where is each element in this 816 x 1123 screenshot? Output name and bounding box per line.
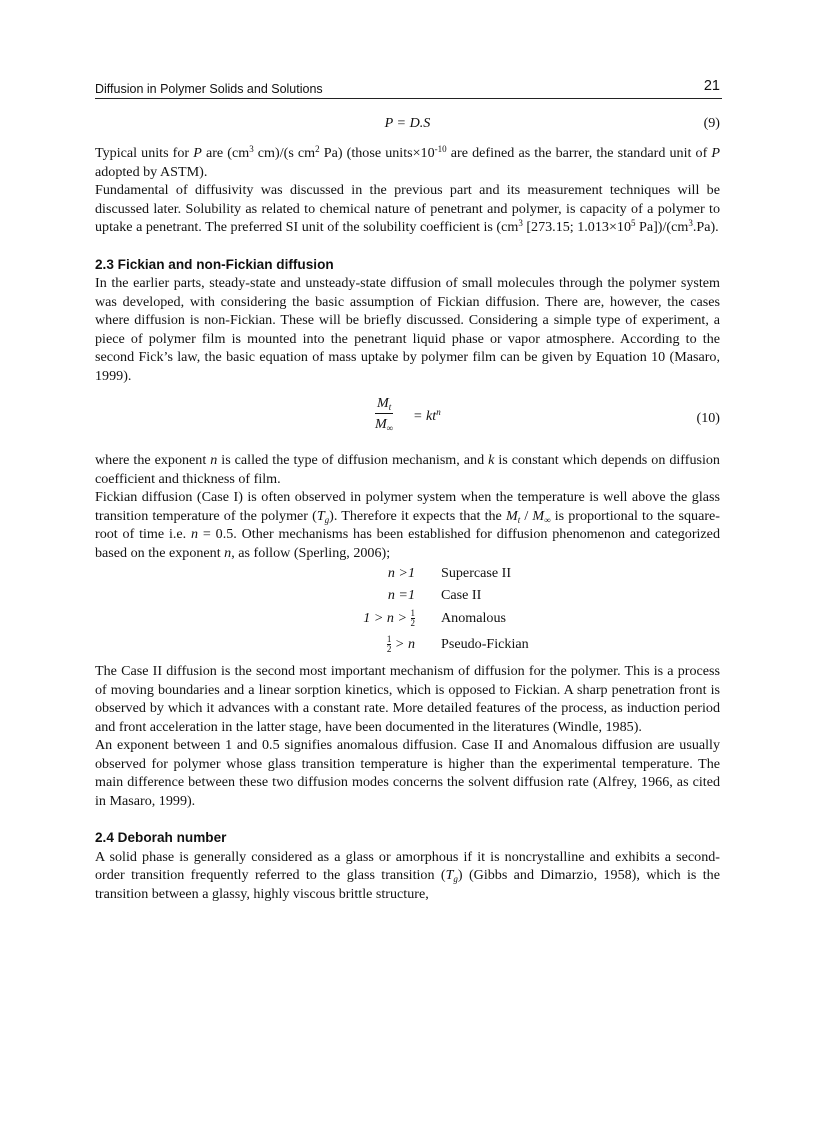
math-var-k: k <box>488 452 495 468</box>
text: , as follow (Sperling, 2006); <box>231 544 391 561</box>
text: are (cm <box>201 145 250 161</box>
text: are defined as the barrer, the standard unit of <box>446 145 712 161</box>
math-var-t: T <box>316 507 325 524</box>
math-var-t: T <box>445 867 454 883</box>
mechanism-condition: n >1 <box>387 565 415 581</box>
paragraph-exponent <box>95 451 720 488</box>
mechanism-name: Case II <box>441 587 482 603</box>
text: .Pa). <box>692 219 719 235</box>
math-var-n: n <box>224 544 232 561</box>
superscript: 5 <box>631 218 636 228</box>
subscript: t <box>388 402 392 412</box>
text: = kt <box>413 408 437 424</box>
text: Pa) (those units×10 <box>319 145 435 161</box>
text: > n <box>391 636 415 652</box>
mechanism-name: Pseudo-Fickian <box>441 636 529 652</box>
subscript: ∞ <box>544 514 551 525</box>
text: Pa])/(cm <box>635 219 689 235</box>
text: A solid phase is generally considered as a glass or amorphous if it is noncrystalline and exhibits a second-order transition frequently referred to the glass transition ( <box>95 848 720 883</box>
section-heading-2-4: 2.4 Deborah number <box>95 830 227 845</box>
mechanism-name: Supercase II <box>441 565 512 581</box>
text: [273.15; 1.013×10 <box>522 219 631 235</box>
text: cm)/(s cm <box>253 145 316 161</box>
fraction-denominator <box>375 414 393 434</box>
mechanism-condition <box>387 635 415 654</box>
math-var-m: M <box>532 507 545 524</box>
mechanism-row <box>95 635 720 657</box>
mechanism-row <box>95 564 720 586</box>
text: ). Therefore it expects that the <box>329 507 506 524</box>
text: 1 > n > <box>363 610 411 626</box>
superscript: n <box>436 407 441 417</box>
paragraph-fickian-intro: In the earlier parts, steady-state and unsteady-state diffusion of small molecules through the polymer system was developed, with considering the basic assumption of Fickian diffusion. There are, however, the cases where diffusion is non-Fickian. These will be briefly discussed. Considering a simple type of experiment, a piece of polymer film is mounted into the penetrant liquid phase or vapor atmosphere. According to the second Fick’s law, the basic equation of mass uptake by polymer film can be given by Equation 10 (Masaro, 1999). <box>95 275 720 384</box>
running-title: Diffusion in Polymer Solids and Solutions <box>95 82 323 96</box>
paragraph-deborah <box>95 848 720 904</box>
math-var-m: M <box>505 507 518 524</box>
math-var-p: P <box>711 145 720 161</box>
equation-10-number: (10) <box>696 410 720 426</box>
fraction-denominator: 2 <box>386 644 392 655</box>
text: adopted by ASTM). <box>95 163 208 180</box>
math-var-n: n <box>210 452 218 468</box>
text: = 0.5 <box>198 526 234 542</box>
mechanism-name: Anomalous <box>441 610 506 626</box>
superscript: -10 <box>434 144 447 154</box>
math-var-n: n <box>191 526 199 542</box>
mechanism-condition <box>363 609 415 628</box>
fraction-half <box>411 609 416 628</box>
text: / <box>520 507 533 524</box>
page-body <box>95 114 720 903</box>
subscript: g <box>324 514 330 525</box>
math-var-m: M <box>377 395 389 411</box>
paragraph-case-ii: The Case II diffusion is the second most important mechanism of diffusion for the polymer. This is a process of moving boundaries and a linear sorption kinetics, which is opposed to Fickian. A sharp penetration front is observed by which it advances with a constant rate. More detailed features of the process, as induction period and front acceleration in the latter stage, have been documented in the literatures (Windle, 1985). <box>95 663 720 735</box>
subscript: g <box>453 874 458 884</box>
mechanism-list <box>95 562 720 662</box>
equation-10 <box>95 393 720 445</box>
paragraph-solubility <box>95 181 720 237</box>
subscript: ∞ <box>386 423 394 433</box>
page-number: 21 <box>703 78 720 94</box>
text: where the exponent <box>95 452 211 468</box>
mechanism-row <box>95 609 720 631</box>
text: . Other mechanisms has been established for diffusion phenomenon and categorized based on the exponent <box>95 526 720 561</box>
equation-10-rhs <box>413 407 441 426</box>
paragraph-anomalous: An exponent between 1 and 0.5 signifies anomalous diffusion. Case II and Anomalous diffusion are usually observed for polymer whose glass transition temperature is higher than the experimental temperature. The main difference between these two diffusion modes concerns the solvent diffusion rate (Alfrey, 1966, as cited in Masaro, 1999). <box>95 737 720 809</box>
text: Fickian diffusion (Case I) is often observed in polymer system when the temperature is well above the glass transition temperature of the polymer ( <box>95 489 720 524</box>
text: Fundamental of diffusivity was discussed in the previous part and its measurement techniques will be discussed later. Solubility as related to chemical nature of penetrant and polymer, is capacity of a polymer to uptake a penetrant. The preferred SI unit of the solubility coefficient is (cm <box>95 182 720 235</box>
superscript: 3 <box>518 218 523 228</box>
text: ) (Gibbs and Dimarzio, 1958), which is the transition between a glassy, highly viscous brittle structure, <box>95 867 720 902</box>
section-heading-2-3: 2.3 Fickian and non-Fickian diffusion <box>95 256 334 272</box>
text: is constant which depends on diffusion coefficient and thickness of film. <box>95 452 720 487</box>
paragraph-fickian-case-i <box>95 488 720 562</box>
mechanism-row <box>95 586 720 608</box>
math-var-m: M <box>375 416 387 432</box>
fraction-numerator: 1 <box>410 608 415 619</box>
mechanism-condition: n =1 <box>387 587 415 603</box>
equation-9-number: (9) <box>703 115 720 131</box>
superscript: 3 <box>688 218 693 228</box>
equation-9 <box>95 114 720 140</box>
fraction-numerator: 1 <box>386 634 392 645</box>
text: is proportional to the square-root of time i.e. <box>95 507 720 542</box>
math-var-p: P <box>193 145 202 161</box>
fraction-numerator <box>375 393 393 414</box>
equation-9-body: P = D.S <box>384 115 431 131</box>
equation-10-fraction <box>375 393 393 434</box>
fraction-denominator: 2 <box>410 618 415 629</box>
superscript: 2 <box>315 144 320 154</box>
subscript: t <box>517 514 521 525</box>
paragraph-permeability-units <box>95 144 720 181</box>
text: Typical units for <box>95 145 194 161</box>
superscript: 3 <box>249 144 254 154</box>
text: is called the type of diffusion mechanism, and <box>217 452 489 468</box>
running-header <box>95 80 722 99</box>
